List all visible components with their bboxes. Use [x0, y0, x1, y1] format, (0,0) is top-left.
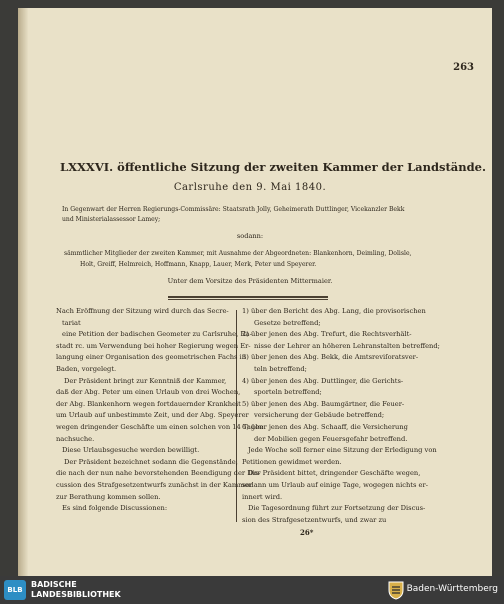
right-line: Jede Woche soll ferner eine Sitzung der Erledigung von [248, 446, 437, 455]
page-gutter-shadow [18, 8, 28, 576]
right-line: sodann um Urlaub auf einige Tage, wogegen nichts er- [242, 480, 428, 489]
presence-line-1: In Gegenwart der Herren Regierungs-Commissäre: Staatsrath Jolly, Geheimerath Duttlinger, Vicekanzler Bekk [62, 206, 405, 213]
left-line: cussion des Strafgesetzentwurfs zunächst in der Kammer [56, 480, 252, 489]
members-line-1: sämmtlicher Mitglieder der zweiten Kammer, mit Ausnahme der Abgeordneten: Blankenhorn, Deimling, Dolisle, [64, 250, 412, 257]
left-line: Nach Eröffnung der Sitzung wird durch das Secre- [56, 307, 229, 315]
left-line: Baden, vorgelegt. [56, 364, 117, 373]
members-line-2: Holt, Greiff, Helmreich, Hoffmann, Knapp, Lauer, Merk, Peter und Speyerer. [80, 261, 317, 268]
session-title: LXXXVI. öffentliche Sitzung der zweiten Kammer der Landstände. [60, 160, 486, 174]
left-line: der Abg. Blankenhorn wegen fortdauernder Krankheit [56, 399, 241, 408]
right-line: innert wird. [242, 492, 283, 501]
left-line: Es sind folgende Discussionen: [62, 504, 168, 513]
right-line: 6) über jenen des Abg. Schaaff, die Versicherung [242, 422, 408, 431]
right-line: 5) über jenen des Abg. Baumgärtner, die Feuer- [242, 399, 405, 408]
left-line: stadt rc. um Verwendung bei hoher Regierung wegen Er- [56, 341, 251, 350]
left-line: wegen dringender Geschäfte um einen solchen von 14 Tagen [56, 422, 264, 431]
left-line: um Urlaub auf unbestimmte Zeit, und der Abg. Speyerer [56, 411, 249, 420]
right-line: 4) über jenen des Abg. Duttlinger, die Gerichts- [242, 376, 404, 385]
left-line: Der Präsident bringt zur Kenntniß der Kammer, [64, 376, 227, 385]
left-line: die nach der nun nahe bevorstehenden Beendigung der Dis- [56, 469, 261, 478]
left-column [56, 306, 263, 515]
header-divider-thick [168, 296, 328, 298]
right-line: 1) über den Bericht des Abg. Lang, die provisorischen [242, 307, 426, 315]
right-line: der Mobilien gegen Feuersgefahr betreffend. [254, 434, 408, 443]
right-line: nisse der Lehrer an höheren Lehranstalten betreffend; [254, 341, 440, 350]
right-line: Der Präsident bittet, dringender Geschäfte wegen, [248, 469, 421, 478]
left-line: zur Berathung kommen sollen. [56, 492, 161, 501]
left-line: Der Präsident bezeichnet sodann die Gegenstände, [64, 457, 238, 466]
right-line: versicherung der Gebäude betreffend; [254, 411, 385, 420]
right-line: Die Tagesordnung führt zur Fortsetzung der Discus- [248, 504, 426, 513]
right-line: teln betreffend; [254, 364, 307, 373]
left-line: nachsuche. [56, 434, 95, 443]
footer-bar [0, 576, 504, 604]
right-line: 3) über jenen des Abg. Bekk, die Amtsreviſoratsver- [242, 353, 419, 362]
right-line: sion des Strafgesetzentwurfs, und zwar zu [242, 515, 387, 524]
right-line: Petitionen gewidmet werden. [242, 457, 342, 466]
left-line: eine Petition der badischen Geometer zu Carlsruhe, Ra- [62, 330, 252, 339]
right-column [242, 306, 440, 526]
right-line: 2) über jenen des Abg. Trefurt, die Rechtsverhält- [242, 330, 412, 339]
signature-mark: 26* [300, 528, 314, 537]
left-line: daß der Abg. Peter um einen Urlaub von drei Wochen, [56, 388, 241, 397]
left-line: Diese Urlaubsgesuche werden bewilligt. [62, 446, 200, 455]
page-number: 263 [453, 62, 474, 73]
place-date: Carlsruhe den 9. Mai 1840. [173, 182, 327, 193]
left-line: langung einer Organisation des geometrischen Fachs in [56, 353, 247, 362]
state-name[interactable]: Baden-Württemberg [406, 584, 498, 594]
library-name-line-2: LANDESBIBLIOTHEK [31, 590, 121, 599]
sodann-label: sodann: [236, 232, 264, 240]
presidency-line: Unter dem Vorsitze des Präsidenten Mittermaier. [167, 277, 333, 285]
left-line: tariat [62, 318, 81, 327]
blb-logo-icon[interactable]: BLB [4, 580, 26, 600]
library-name[interactable] [31, 580, 121, 600]
coat-of-arms-icon[interactable] [388, 580, 404, 600]
right-line: Gesetze betreffend; [254, 318, 321, 327]
presence-line-2: und Ministerialassessor Lamey; [62, 216, 161, 223]
library-name-line-1: BADISCHE [31, 580, 77, 589]
right-line: sporteln betreffend; [254, 388, 322, 397]
header-divider-thin [168, 299, 328, 300]
